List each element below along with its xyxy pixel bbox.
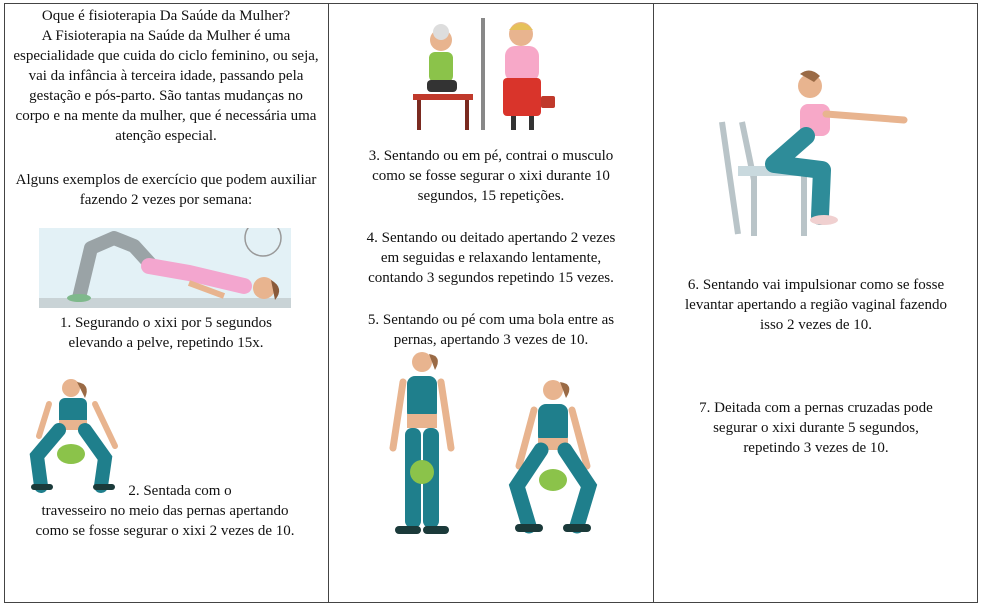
column-2 [329,4,654,602]
examples-intro: Alguns exemplos de exercício que podem auxiliar fazendo 2 vezes por semana: [15,172,317,208]
ball-squeeze-squat-illustration [505,376,601,542]
chair-squat-illustration [714,70,910,240]
page-title: Oque é fisioterapia Da Saúde da Mulher? [41,8,291,24]
exercise-4-text: 4. Sentando ou deitado apertando 2 vezes em seguidas e relaxando lentamente, contando 3 segundos repetindo 15 vezes. [366,230,616,286]
exercise-table [4,3,978,603]
exercise-3-text: 3. Sentando ou em pé, contrai o musculo como se fosse segurar o xixi durante 10 segundos, 15 repetições. [368,148,614,204]
column-1 [5,4,329,602]
exercise-2-text-start: 2. Sentada com o [128,483,232,499]
bridge-exercise-illustration [39,228,291,308]
exercise-7-text: 7. Deitada com a pernas cruzadas pode segurar o xixi durante 5 segundos, repetindo 3 vezes de 10. [699,400,933,456]
exercise-5-text: 5. Sentando ou pé com uma bola entre as pernas, apertando 3 vezes de 10. [367,312,615,348]
squeeze-pillow-illustration [19,376,129,494]
elderly-women-illustration [411,16,571,132]
ball-squeeze-standing-illustration [377,348,467,544]
intro-text: A Fisioterapia na Saúde da Mulher é uma especialidade que cuida do ciclo feminino, ou seja, vai da infância à terceira idade, passando pela gestação e pós-parto. São tantas mudanças no corpo e na mente da mulher, que é necessária uma atenção especial. [13,28,319,144]
column-3 [654,4,977,602]
exercise-1-text: 1. Segurando o xixi por 5 segundos elevando a pelve, repetindo 15x. [59,315,273,351]
exercise-6-text: 6. Sentando vai impulsionar como se fosse levantar apertando a região vaginal fazendo isso 2 vezes de 10. [685,277,947,333]
exercise-2-text-rest: travesseiro no meio das pernas apertando como se fosse segurar o xixi 2 vezes de 10. [35,503,295,539]
